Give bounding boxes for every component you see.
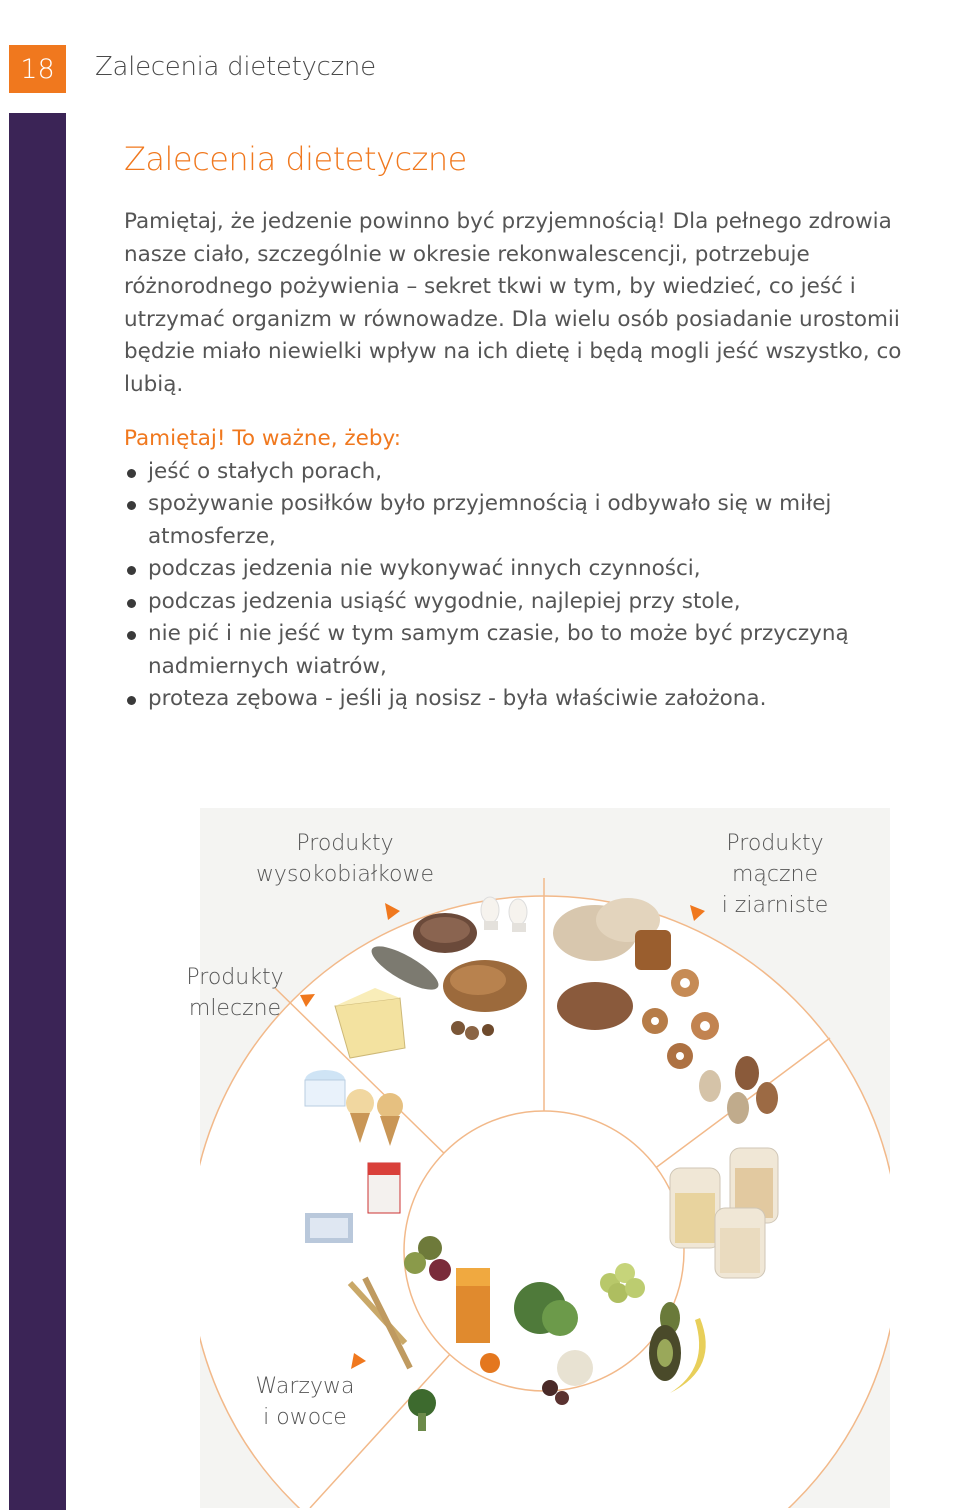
sidebar-band [9,113,66,1510]
main-content [124,140,954,716]
label-grain-line: Produkty [726,831,824,856]
remember-heading [124,423,954,456]
label-vegfruit-line: Warzywa [255,1374,355,1399]
label-grain-line: mączne [731,862,819,887]
label-grain [700,828,850,921]
list-item: podczas jedzenia nie wykonywać innych czynności, [124,553,954,586]
page-number: 18 [9,45,66,93]
label-dairy [180,962,290,1024]
label-dairy-line: Produkty [186,965,284,990]
list-item: jeść o stałych porach, [124,456,954,489]
label-protein-line: wysokobiałkowe [255,862,435,887]
list-item: spożywanie posiłków było przyjemnością i odbywało się w miłej atmosferze, [124,488,954,553]
label-protein [250,828,440,890]
list-item: nie pić i nie jeść w tym samym czasie, bo to może być przyczyną nadmiernych wiatrów, [124,618,954,683]
list-item: proteza zębowa - jeśli ją nosisz - była właściwie założona. [124,683,954,716]
section-title: Zalecenia dietetyczne [124,140,467,178]
remember-rest: To ważne, żeby: [225,426,401,451]
list-item: podczas jedzenia usiąść wygodnie, najlepiej przy stole, [124,586,954,619]
label-protein-line: Produkty [296,831,394,856]
header-title: Zalecenia dietetyczne [95,52,376,82]
label-grain-line: i ziarniste [721,893,829,918]
tips-list [124,456,954,716]
label-vegfruit-line: i owoce [263,1405,347,1430]
wheel-inner-circle [404,1111,684,1391]
intro-paragraph: Pamiętaj, że jedzenie powinno być przyjemnością! Dla pełnego zdrowia nasze ciało, szczególnie w okresie rekonwalescencji, potrzebuje różnorodnego pożywienia – sekret tkwi w tym, by wiedzieć, co jeść i utrzymać organizm w równowadze. Dla wielu osób posiadanie urostomii będzie miało niewielki wpływ na ich dietę i będą mogli jeść wszystko, co lubią. [124,209,902,397]
food-wheel [186,808,890,1508]
arrow-marker-icon [385,903,400,920]
label-vegfruit [245,1371,365,1433]
label-dairy-line: mleczne [188,996,282,1021]
remember-label: Pamiętaj! [124,426,226,451]
